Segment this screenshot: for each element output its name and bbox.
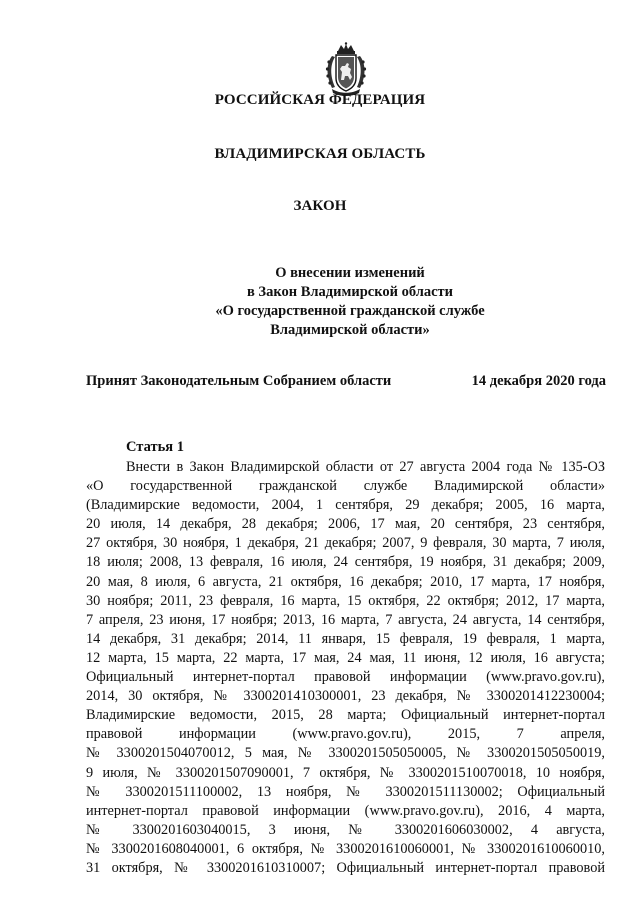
article-text-line: Владимирские ведомости, 2015, 28 марта; Официальный интернет-портал (86, 707, 605, 724)
document-type-heading: ЗАКОН (293, 198, 347, 214)
article-text-line: 20 июля, 14 декабря, 28 декабря; 2006, 17 мая, 20 сентября, 23 сентября, (86, 516, 605, 533)
article-text-line: 14 декабря, 31 декабря; 2014, 11 января, 15 февраля, 19 февраля, 1 марта, (86, 630, 605, 647)
adopted-by-text: Принят Законодательным Собранием области (86, 373, 392, 389)
country-heading: РОССИЙСКАЯ ФЕДЕРАЦИЯ (214, 92, 426, 108)
article-text-line: 9 июля, № 3300201507090001, 7 октября, № 3300201510070018, 10 ноября, (86, 764, 605, 781)
article-text-line: 27 октября, 30 ноября, 1 декабря, 21 декабря; 2007, 9 февраля, 30 марта, 7 июля, (86, 535, 605, 552)
law-title-line: О внесении изменений (275, 265, 425, 281)
article-text-line: правовой информации (www.pravo.gov.ru), 2015, 7 апреля, (86, 726, 605, 743)
article-text-line: 2014, 30 октября, № 3300201410300001, 23 декабря, № 3300201412230004; (86, 688, 605, 705)
article-heading: Статья 1 (126, 439, 184, 455)
article-text-line: 31 октября, № 3300201610310007; Официальный интернет-портал правовой (86, 859, 605, 876)
article-text-line: 20 мая, 8 июля, 6 августа, 21 октября, 16 декабря; 2010, 17 марта, 17 ноября, (86, 573, 605, 590)
article-text-line: Официальный интернет-портал правовой информации (www.pravo.gov.ru), (86, 669, 605, 686)
article-text-line: 12 марта, 15 марта, 22 марта, 17 мая, 24 мая, 11 июня, 12 июля, 16 августа; (86, 649, 605, 666)
adoption-info (86, 373, 606, 393)
law-title-line: Владимирской области» (270, 322, 430, 338)
article-text-line: № 3300201511100002, 13 ноября, № 3300201511130002; Официальный (86, 783, 605, 800)
article-text-line: № 3300201504070012, 5 мая, № 3300201505050005, № 3300201505050019, (86, 745, 605, 762)
article-body (86, 458, 605, 878)
adoption-date: 14 декабря 2020 года (471, 373, 606, 389)
article-text-line: 7 апреля, 23 июня, 17 ноября; 2013, 16 марта, 7 августа, 24 августа, 14 сентября, (86, 611, 605, 628)
article-text-line: (Владимирские ведомости, 2004, 1 сентября, 29 декабря; 2005, 16 марта, (86, 497, 605, 514)
article-text-line: № 3300201603040015, 3 июня, № 3300201606030002, 4 августа, (86, 821, 605, 838)
law-title-line: «О государственной гражданской службе (215, 303, 485, 319)
article-text-line: 30 ноября; 2011, 23 февраля, 16 марта, 15 октября, 22 октября; 2012, 17 марта, (86, 592, 605, 609)
article-text-line: «О государственной гражданской службе Владимирской области» (86, 478, 605, 495)
article-text-line: Внести в Закон Владимирской области от 27 августа 2004 года № 135-ОЗ (126, 459, 605, 475)
article-text-line: интернет-портал правовой информации (www.pravo.gov.ru), 2016, 4 марта, (86, 802, 605, 819)
law-title (160, 264, 540, 340)
law-title-line: в Закон Владимирской области (246, 284, 454, 300)
coat-of-arms-emblem (322, 42, 370, 98)
article-text-line: № 3300201608040001, 6 октября, № 3300201610060001, № 3300201610060010, (86, 840, 605, 857)
article-text-line: 18 июля; 2008, 13 февраля, 16 июля, 24 сентября, 19 ноября, 31 декабря; 2009, (86, 554, 605, 571)
region-heading: ВЛАДИМИРСКАЯ ОБЛАСТЬ (214, 146, 426, 162)
